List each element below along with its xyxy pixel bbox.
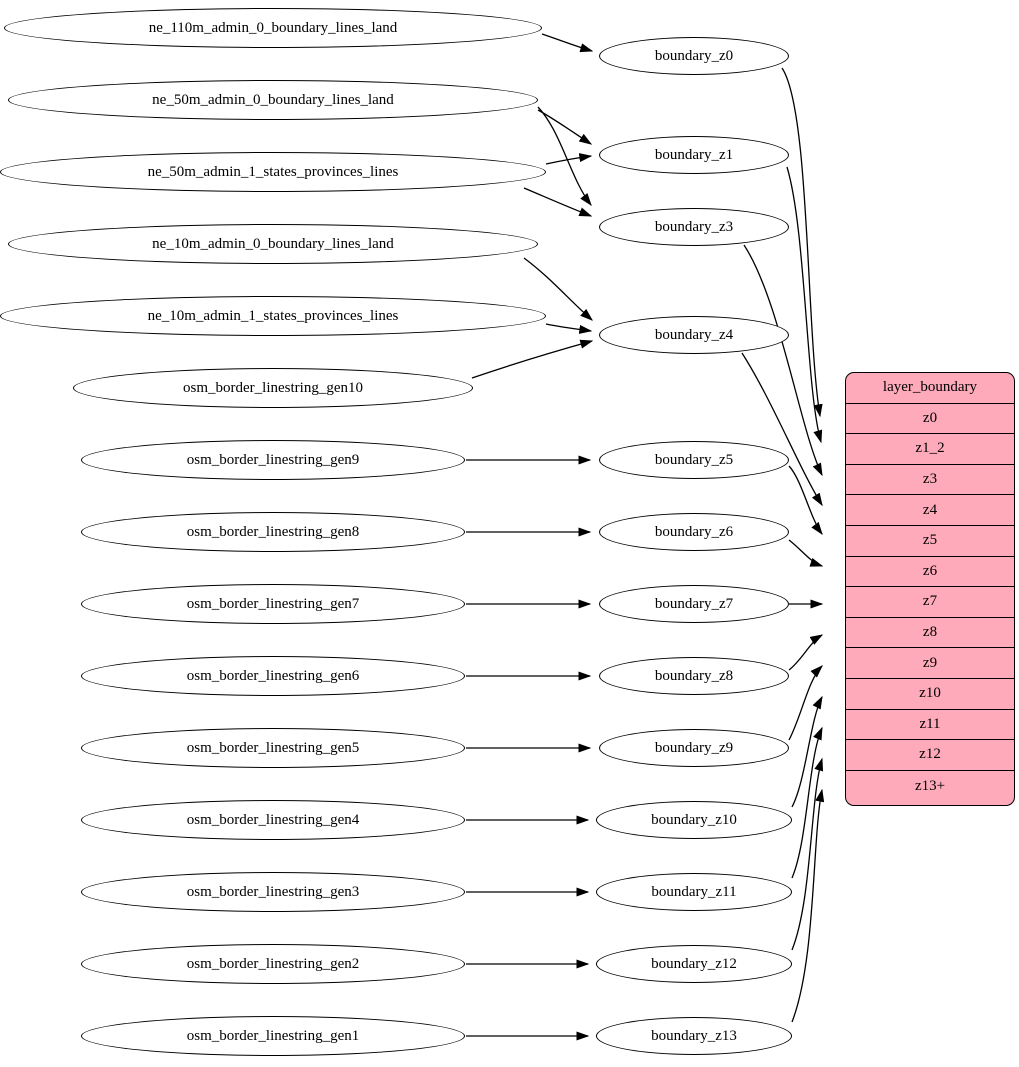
edge-ne50m1-to-z3 <box>524 188 591 216</box>
node-label: boundary_z0 <box>654 47 734 64</box>
node-label: osm_border_linestring_gen7 <box>186 595 360 612</box>
source-node-osm-border-linestring-gen3[interactable] <box>81 872 465 912</box>
node-label: boundary_z10 <box>651 811 737 828</box>
source-node-osm-border-linestring-gen2[interactable] <box>81 944 465 984</box>
edge-z11-to-row-z11 <box>792 728 822 878</box>
edge-z9-to-row-z9 <box>789 666 822 740</box>
edge-z12-to-row-z12 <box>792 759 822 950</box>
table-row[interactable] <box>846 465 1014 496</box>
table-cell-label: z0 <box>922 409 938 426</box>
node-label: boundary_z4 <box>654 326 734 343</box>
table-cell-label: z10 <box>919 685 941 702</box>
intermediate-node-boundary-z13[interactable] <box>596 1017 792 1055</box>
node-label: boundary_z3 <box>654 218 734 235</box>
source-node-osm-border-linestring-gen7[interactable] <box>81 584 465 624</box>
source-node-ne-10m-admin-1-states-provinces-lines[interactable] <box>0 296 546 336</box>
source-node-ne-10m-admin-0-boundary-lines-land[interactable] <box>8 224 538 264</box>
node-label: ne_10m_admin_0_boundary_lines_land <box>152 235 394 252</box>
node-label: boundary_z8 <box>654 667 734 684</box>
table-cell-label: z7 <box>922 593 938 610</box>
source-node-ne-50m-admin-0-boundary-lines-land[interactable] <box>8 80 538 120</box>
node-label: osm_border_linestring_gen9 <box>186 451 360 468</box>
source-node-ne-50m-admin-1-states-provinces-lines[interactable] <box>0 152 546 192</box>
node-label: boundary_z6 <box>654 523 734 540</box>
table-cell-label: z4 <box>922 501 938 518</box>
node-label: ne_110m_admin_0_boundary_lines_land <box>148 19 398 36</box>
node-label: ne_10m_admin_1_states_provinces_lines <box>147 307 399 324</box>
source-node-osm-border-linestring-gen9[interactable] <box>81 440 465 480</box>
intermediate-node-boundary-z1[interactable] <box>599 136 789 174</box>
intermediate-node-boundary-z8[interactable] <box>599 657 789 695</box>
intermediate-node-boundary-z5[interactable] <box>599 441 789 479</box>
table-cell-label: z8 <box>922 624 938 641</box>
node-label: ne_50m_admin_0_boundary_lines_land <box>152 91 394 108</box>
table-cell-label: z9 <box>922 654 938 671</box>
intermediate-node-boundary-z0[interactable] <box>599 37 789 75</box>
table-row[interactable] <box>846 587 1014 618</box>
intermediate-node-boundary-z3[interactable] <box>599 208 789 246</box>
node-label: boundary_z12 <box>651 955 737 972</box>
edge-z8-to-row-z8 <box>789 635 822 670</box>
node-label: osm_border_linestring_gen10 <box>183 379 363 396</box>
intermediate-node-boundary-z12[interactable] <box>596 945 792 983</box>
edge-z13-to-row-z13plus <box>792 790 822 1022</box>
table-title-label: layer_boundary <box>882 379 978 396</box>
source-node-osm-border-linestring-gen8[interactable] <box>81 512 465 552</box>
table-row[interactable] <box>846 434 1014 465</box>
edge-ne10m1-to-z4 <box>546 324 591 331</box>
edge-ne50m0-to-z3 <box>538 107 591 205</box>
table-cell-label: z6 <box>922 562 938 579</box>
edge-z6-to-row-z6 <box>789 540 822 566</box>
layer-boundary-table[interactable] <box>845 372 1015 806</box>
table-row[interactable] <box>846 495 1014 526</box>
edge-gen10-to-z4 <box>472 341 592 378</box>
source-node-osm-border-linestring-gen5[interactable] <box>81 728 465 768</box>
node-label: boundary_z5 <box>654 451 734 468</box>
edge-ne110m-to-z0 <box>542 34 592 51</box>
node-label: osm_border_linestring_gen1 <box>186 1027 360 1044</box>
intermediate-node-boundary-z9[interactable] <box>599 729 789 767</box>
layer-boundary-title <box>846 373 1014 404</box>
source-node-osm-border-linestring-gen4[interactable] <box>81 800 465 840</box>
source-node-osm-border-linestring-gen1[interactable] <box>81 1016 465 1056</box>
table-row[interactable] <box>846 618 1014 649</box>
table-row[interactable] <box>846 679 1014 710</box>
node-label: boundary_z11 <box>651 883 737 900</box>
source-node-osm-border-linestring-gen10[interactable] <box>73 368 473 408</box>
node-label: osm_border_linestring_gen8 <box>186 523 360 540</box>
edge-z10-to-row-z10 <box>792 697 822 807</box>
intermediate-node-boundary-z6[interactable] <box>599 513 789 551</box>
intermediate-node-boundary-z4[interactable] <box>599 316 789 354</box>
table-row[interactable] <box>846 557 1014 588</box>
intermediate-node-boundary-z11[interactable] <box>596 873 792 911</box>
intermediate-node-boundary-z7[interactable] <box>599 585 789 623</box>
node-label: boundary_z7 <box>654 595 734 612</box>
node-label: osm_border_linestring_gen4 <box>186 811 360 828</box>
table-row[interactable] <box>846 771 1014 802</box>
table-cell-label: z11 <box>919 715 941 732</box>
node-label: boundary_z9 <box>654 739 734 756</box>
table-row[interactable] <box>846 710 1014 741</box>
node-label: osm_border_linestring_gen3 <box>186 883 360 900</box>
table-row[interactable] <box>846 648 1014 679</box>
edge-ne50m0-to-z1 <box>538 110 591 144</box>
table-cell-label: z5 <box>922 532 938 549</box>
node-label: osm_border_linestring_gen5 <box>186 739 360 756</box>
table-row[interactable] <box>846 404 1014 435</box>
edge-z1-to-row-z1_2 <box>787 167 821 442</box>
node-label: boundary_z1 <box>654 146 734 163</box>
table-row[interactable] <box>846 526 1014 557</box>
intermediate-node-boundary-z10[interactable] <box>596 801 792 839</box>
source-node-osm-border-linestring-gen6[interactable] <box>81 656 465 696</box>
table-row[interactable] <box>846 740 1014 771</box>
edge-z4-to-row-z4 <box>742 353 822 505</box>
table-cell-label: z3 <box>922 471 938 488</box>
node-label: boundary_z13 <box>651 1027 737 1044</box>
edge-z3-to-row-z3 <box>744 245 822 475</box>
node-label: ne_50m_admin_1_states_provinces_lines <box>147 163 399 180</box>
node-label: osm_border_linestring_gen6 <box>186 667 360 684</box>
node-label: osm_border_linestring_gen2 <box>186 955 360 972</box>
source-node-ne-110m-admin-0-boundary-lines-land[interactable] <box>4 8 542 48</box>
table-cell-label: z13+ <box>914 777 946 794</box>
table-cell-label: z1_2 <box>915 440 945 457</box>
table-cell-label: z12 <box>919 746 941 763</box>
